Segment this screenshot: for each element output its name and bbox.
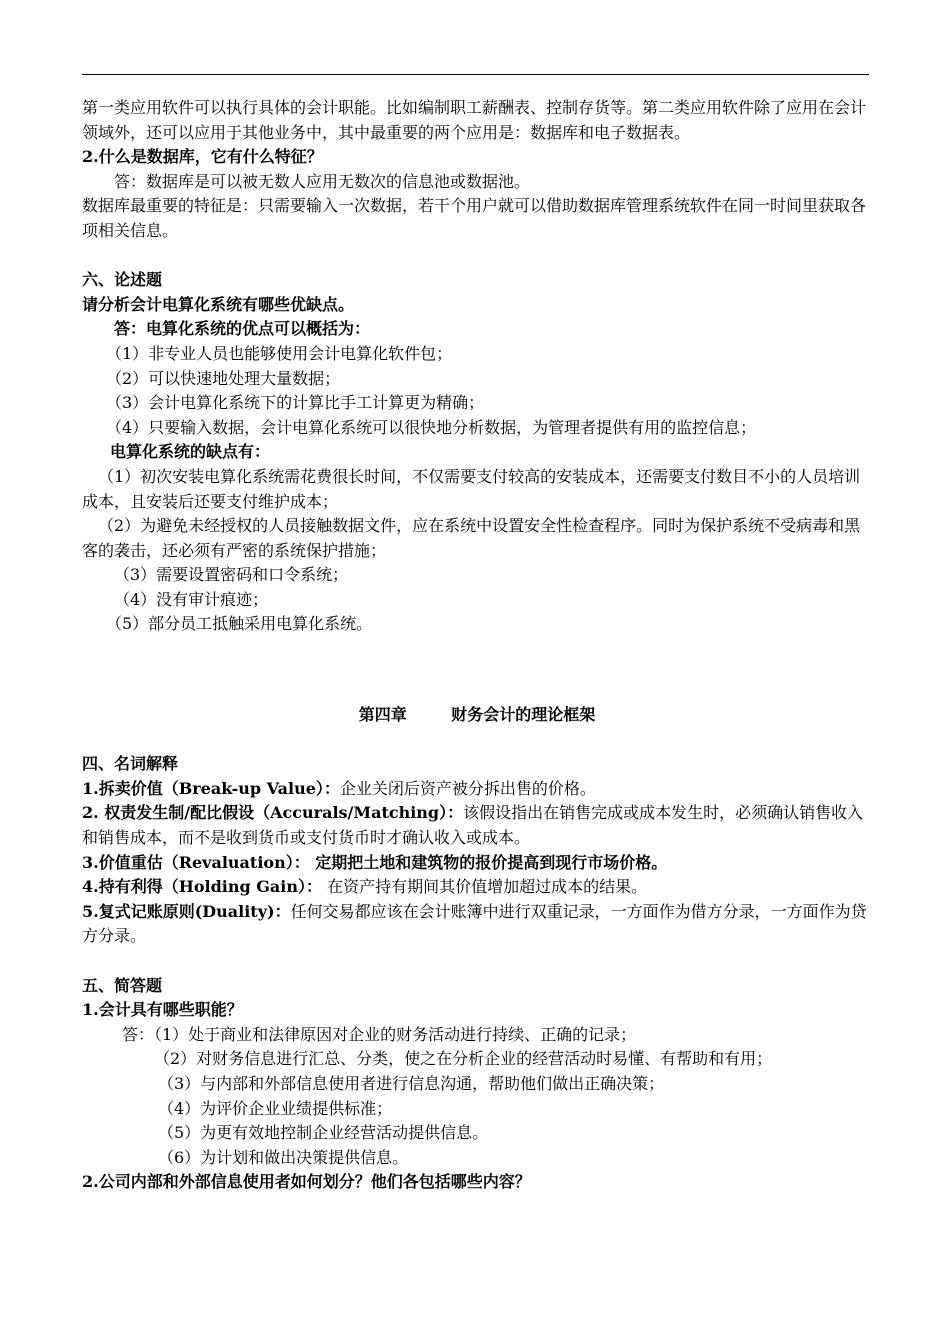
chapter-title: 第四章 财务会计的理论框架 [358, 705, 596, 725]
list-item: （3）需要设置密码和口令系统； [114, 565, 349, 585]
list-item: （1）初次安装电算化系统需花费很长时间，不仅需要支付较高的安装成本，还需要支付数目不小的人员培训成本，且安装后还要支付维护成本； [82, 466, 861, 511]
paragraph: 第一类应用软件可以执行具体的会计职能。比如编制职工薪酬表、控制存货等。第二类应用软件除了应用在会计领域外，还可以应用于其他业务中，其中最重要的两个应用是：数据库和电子数据表。 [82, 98, 867, 142]
question-heading: 2.公司内部和外部信息使用者如何划分？他们各包括哪些内容？ [82, 1172, 531, 1192]
term-text: 企业关闭后资产被分拆出售的价格。 [339, 778, 596, 798]
section-heading: 四、名词解释 [82, 754, 179, 774]
term-text: 在资产持有期间其价值增加超过成本的结果。 [321, 877, 648, 897]
section-heading: 六、论述题 [82, 270, 163, 290]
list-item: （3）会计电算化系统下的计算比手工计算更为精确； [106, 393, 485, 413]
question-heading: 1.会计具有哪些职能？ [82, 1000, 243, 1020]
list-item: （2）为避免未经授权的人员接触数据文件，应在系统中设置安全性检查程序。同时为保护系统不受病毒和黑客的袭击，还必须有严密的系统保护措施； [82, 516, 861, 560]
term-definition [82, 851, 872, 876]
list-item: （5）为更有效地控制企业经营活动提供信息。 [158, 1123, 489, 1143]
section-heading: 五、简答题 [82, 975, 163, 995]
answer-heading: 答：电算化系统的优点可以概括为： [114, 319, 371, 339]
header-rule [82, 74, 869, 75]
term-text: 定期把土地和建筑物的报价提高到现行市场价格。 [309, 852, 668, 872]
subheading: 电算化系统的缺点有： [110, 442, 271, 462]
question-heading: 2.什么是数据库，它有什么特征？ [82, 147, 323, 167]
term-definition [82, 875, 872, 900]
term-label: 3.价值重估（Revaluation）： [82, 852, 310, 872]
term-definition [82, 801, 872, 850]
term-label: 1.拆卖价值（Break-up Value）： [82, 778, 340, 798]
term-text: 该假设指出在销售完成或成本发生时，必须确认销售收入和销售成本，而不是收到货币或支付货币时才确认收入或成本。 [82, 803, 864, 848]
term-text: 任何交易都应该在会计账簿中进行双重记录，一方面作为借方分录，一方面作为贷方分录。 [82, 901, 867, 946]
list-item: （4）只要输入数据，会计电算化系统可以很快地分析数据，为管理者提供有用的监控信息； [106, 417, 757, 437]
list-item: （6）为计划和做出决策提供信息。 [158, 1147, 409, 1167]
paragraph: 数据库最重要的特征是：只需要输入一次数据，若干个用户就可以借助数据库管理系统软件在同一时间里获取各项相关信息。 [82, 196, 867, 240]
list-item: （3）与内部和外部信息使用者进行信息沟通，帮助他们做出正确决策； [158, 1073, 665, 1093]
answer-paragraph: 答：数据库是可以被无数人应用无数次的信息池或数据池。 [114, 171, 531, 191]
list-item: （5）部分员工抵触采用电算化系统。 [106, 614, 373, 634]
document-body [82, 96, 872, 1195]
list-item: （4）没有审计痕迹； [114, 589, 269, 609]
question-heading: 请分析会计电算化系统有哪些优缺点。 [82, 294, 355, 314]
list-item: （2）对财务信息进行汇总、分类，使之在分析企业的经营活动时易懂、有帮助和有用； [154, 1049, 773, 1069]
term-label: 5.复式记账原则(Duality)： [82, 901, 291, 921]
term-label: 2. 权责发生制/配比假设（Accurals/Matching）： [82, 803, 464, 823]
list-item: 答：（1）处于商业和法律原因对企业的财务活动进行持续、正确的记录； [122, 1024, 637, 1044]
term-definition [82, 900, 872, 949]
list-item: （4）为评价企业业绩提供标准； [158, 1098, 393, 1118]
term-label: 4.持有利得（Holding Gain）： [82, 877, 322, 897]
term-definition [82, 777, 872, 802]
list-item: （1）非专业人员也能够使用会计电算化软件包； [106, 343, 453, 363]
list-item: （2）可以快速地处理大量数据； [106, 368, 341, 388]
